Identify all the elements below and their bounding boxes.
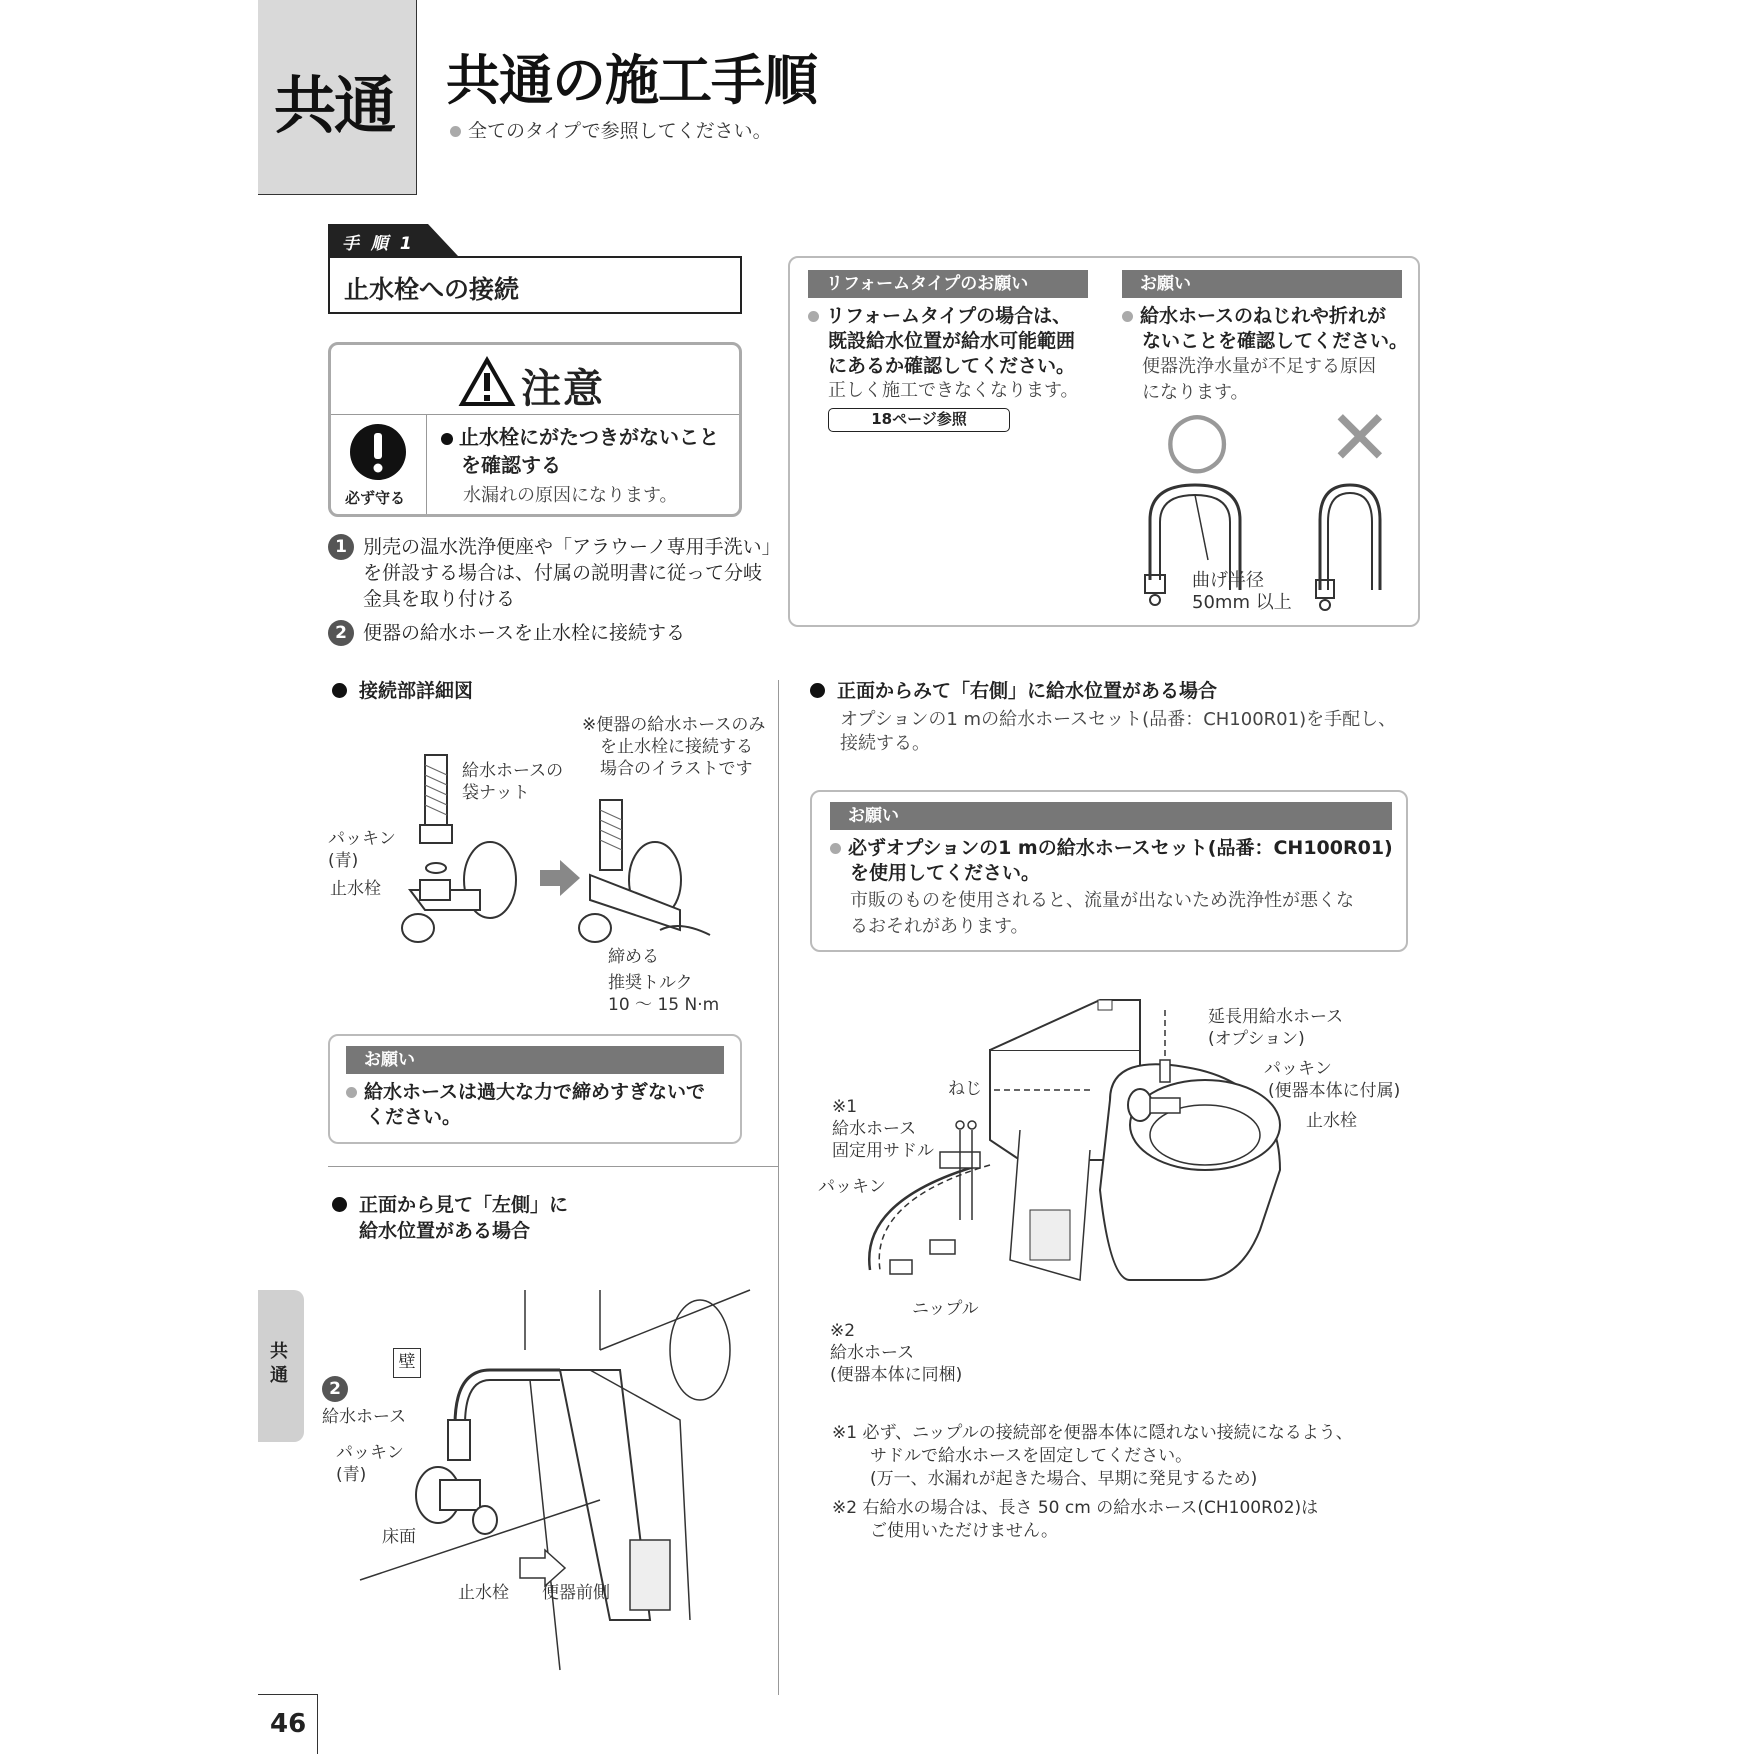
caution-line1: 止水栓にがたつきがないこと [459, 425, 719, 449]
step-number: 2 [328, 620, 354, 646]
ext-hose-label [1208, 1006, 1343, 1050]
left-valve-label: 止水栓 [458, 1583, 509, 1603]
footnote-2b: ご使用いただけません。 [870, 1521, 1059, 1541]
instruction-2 [328, 620, 354, 646]
bullet-dot [450, 126, 461, 137]
nut-label2: 袋ナット [462, 783, 530, 803]
saddle1: ※1 [832, 1097, 858, 1117]
detail-heading-text: 接続部詳細図 [359, 680, 474, 702]
request-line1: 給水ホースのねじれや折れが [1140, 305, 1387, 327]
packing-label2: (青) [328, 851, 359, 871]
page-number [258, 1694, 318, 1754]
valve-detail-diagram [380, 750, 800, 950]
request-heading: お願い [1122, 270, 1402, 298]
reform-line3: にあるか確認してください。 [828, 355, 1076, 377]
valve-label: 止水栓 [330, 879, 381, 899]
torque-label1: 推奨トルク [608, 973, 693, 993]
instruction-line: 金具を取り付ける [363, 588, 516, 610]
instruction-line: を併設する場合は、付属の説明書に従って分岐 [363, 562, 763, 584]
right-line2: 接続する。 [840, 733, 930, 754]
front-label: 便器前側 [542, 1583, 610, 1603]
request2-text [346, 1080, 705, 1130]
caution-box [328, 342, 742, 517]
page-ref-link[interactable]: 18ページ参照 [828, 408, 1010, 432]
detail-note3: 場合のイラストです [600, 759, 753, 779]
ng-mark: ✕ [1328, 393, 1392, 482]
saddle2: 給水ホース [832, 1119, 917, 1139]
request3-note1: 市販のものを使用されると、流量が出ないため洗浄性が悪くな [850, 890, 1354, 911]
detail-note1: ※便器の給水ホースのみ [582, 715, 766, 735]
footnote-1a: ※1 必ず、ニップルの接続部を便器本体に隠れない接続になるよう、 [832, 1423, 1353, 1443]
exclamation-icon [349, 423, 407, 481]
request2-line2: ください。 [366, 1106, 462, 1128]
bend-label [1192, 570, 1292, 614]
detail-heading [332, 678, 473, 704]
screw-label: ねじ [948, 1079, 982, 1099]
right-side-heading [810, 678, 1217, 704]
request-note2: になります。 [1142, 382, 1249, 403]
left-side-heading [332, 1192, 568, 1244]
detail-note2: を止水栓に接続する [600, 737, 753, 757]
ext-hose2: (オプション) [1208, 1029, 1305, 1049]
bullet-dot [1122, 311, 1133, 322]
torque-label [608, 972, 719, 1016]
packing3-label: パッキン [818, 1177, 886, 1197]
request3-note2: るおそれがあります。 [850, 916, 1029, 937]
right-hose-label [830, 1320, 962, 1386]
floor-label: 床面 [382, 1527, 416, 1547]
right-side-text [840, 708, 1396, 756]
tighten-label: 締める [608, 947, 659, 967]
caution-header [331, 345, 739, 415]
left-hose-label: 給水ホース [322, 1407, 407, 1427]
bullet-dot [346, 1087, 357, 1098]
caution-note: 水漏れの原因になります。 [463, 485, 678, 506]
bullet-dot [810, 683, 825, 698]
page-subtitle [450, 116, 772, 143]
right-hose1: ※2 [830, 1321, 856, 1341]
bullet-dot [332, 683, 347, 698]
footnotes [832, 1422, 1353, 1543]
nut-label1: 給水ホースの [462, 761, 564, 781]
section-tab [258, 0, 417, 195]
wall-label: 壁 [393, 1348, 421, 1378]
step-tag-label: 手 順 1 [342, 234, 415, 254]
warning-triangle-icon [459, 357, 515, 407]
request2-heading: お願い [346, 1046, 724, 1074]
footnote-2a: ※2 右給水の場合は、長さ 50 cm の給水ホース(CH100R02)は [832, 1498, 1319, 1518]
page-number-text: 46 [270, 1709, 307, 1739]
footnote-1c: (万一、水漏れが起きた場合、早期に発見するため) [870, 1469, 1258, 1489]
bend-label2: 50mm 以上 [1192, 592, 1292, 613]
right-heading-text: 正面からみて「右側」に給水位置がある場合 [837, 680, 1218, 702]
torque-label2: 10 ～ 15 N·m [608, 995, 720, 1015]
left-step-number [322, 1376, 348, 1402]
step-title-box [328, 256, 742, 314]
bullet-dot [830, 843, 841, 854]
reform-note: 正しく施工できなくなります。 [828, 380, 1079, 401]
instruction-1-text [363, 534, 781, 612]
saddle3: 固定用サドル [832, 1141, 934, 1161]
left-packing2: (青) [336, 1465, 367, 1485]
reform-line1: リフォームタイプの場合は、 [826, 305, 1072, 327]
request3-line2: を使用してください。 [850, 862, 1041, 884]
step-number: 1 [328, 534, 354, 560]
request3-line1: 必ずオプションの1 mの給水ホースセット(品番：CH100R01) [848, 837, 1393, 859]
caution-text [441, 423, 719, 479]
caution-line2: を確認する [461, 453, 561, 477]
section-divider [328, 1166, 778, 1167]
reform-heading: リフォームタイプのお願い [808, 270, 1088, 298]
left-heading1: 正面から見て「左側」に [359, 1194, 569, 1216]
right-valve-label: 止水栓 [1306, 1111, 1357, 1131]
caution-title: 注意 [521, 366, 605, 412]
packing-label1: パッキン [328, 829, 396, 849]
side-tab [258, 1290, 304, 1442]
instruction-1 [328, 534, 354, 560]
reform-line2: 既設給水位置が給水可能範囲 [828, 330, 1076, 352]
footnote-1b: サドルで給水ホースを固定してください。 [870, 1446, 1193, 1466]
step-number: 2 [322, 1376, 348, 1402]
request3-note [850, 888, 1354, 940]
request-line2: ないことを確認してください。 [1142, 330, 1409, 352]
left-packing1: パッキン [336, 1443, 404, 1463]
caution-side [331, 415, 427, 514]
section-tab-label: 共通 [274, 69, 395, 142]
right-hose3: (便器本体に同梱) [830, 1365, 963, 1385]
right-packing-label [1264, 1058, 1400, 1102]
ok-mark: ○ [1164, 393, 1231, 482]
side-tab-label: 共通 [270, 1341, 288, 1386]
request3-heading: お願い [830, 802, 1392, 830]
left-packing-label [336, 1442, 404, 1486]
page-title: 共通の施工手順 [446, 49, 817, 112]
bullet-dot [332, 1197, 347, 1212]
request-note1: 便器洗浄水量が不足する原因 [1142, 356, 1376, 377]
right-packing1: パッキン [1264, 1059, 1332, 1079]
request-text [1122, 304, 1408, 354]
instruction-line: 別売の温水洗浄便座や「アラウーノ専用手洗い」 [363, 536, 781, 558]
step-title: 止水栓への接続 [344, 275, 520, 304]
bend-label1: 曲げ半径 [1192, 570, 1264, 591]
right-packing2: (便器本体に付属) [1268, 1081, 1401, 1101]
saddle-label [832, 1096, 934, 1162]
reform-text [808, 304, 1075, 379]
right-line1: オプションの1 mの給水ホースセット(品番：CH100R01)を手配し、 [840, 709, 1397, 730]
request3-text [830, 836, 1393, 886]
bullet-dot [808, 311, 819, 322]
subtitle-text: 全てのタイプで参照してください。 [468, 120, 772, 142]
bullet-dot [441, 433, 453, 445]
must-label: 必ず守る [345, 489, 406, 507]
right-hose2: 給水ホース [830, 1343, 915, 1363]
ext-hose1: 延長用給水ホース [1208, 1007, 1344, 1027]
left-heading2: 給水位置がある場合 [359, 1220, 531, 1242]
request2-line1: 給水ホースは過大な力で締めすぎないで [364, 1081, 706, 1103]
nipple-label: ニップル [912, 1299, 979, 1319]
instruction-2-text: 便器の給水ホースを止水栓に接続する [363, 622, 686, 644]
